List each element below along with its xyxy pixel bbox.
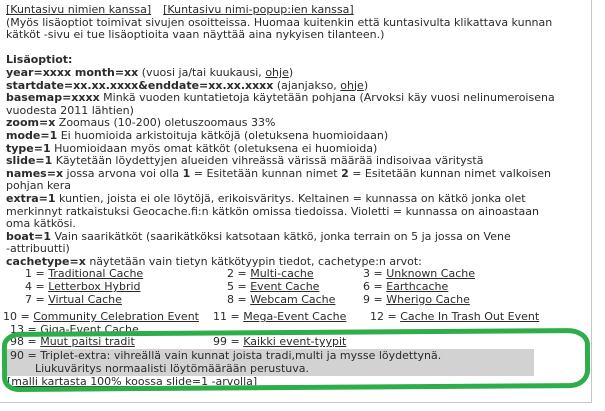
- cachetype-number: 4 =: [25, 280, 49, 294]
- cachetype-number: 98 =: [10, 335, 41, 349]
- header-links-row: [0, 4, 591, 17]
- cachetype-number: 1 =: [25, 267, 49, 281]
- cachetype-number: 10 =: [3, 310, 34, 324]
- option-text: = Esitetään kunnan nimet valkoisen: [348, 166, 552, 180]
- option-text: jossa arvona voi olla: [63, 166, 183, 180]
- cachetype-number: 11 =: [213, 310, 244, 324]
- ohje-link[interactable]: ohje: [265, 65, 289, 79]
- cachetype-cell: [227, 294, 363, 307]
- option-key: mode=1: [6, 128, 58, 142]
- cachetype-number: 13 =: [10, 322, 41, 336]
- cachetype-link[interactable]: Kaikki event-tyypit: [243, 335, 347, 349]
- cachetype-link[interactable]: Event Cache: [250, 280, 320, 294]
- option-key: startdate=xx.xx.xxxx&enddate=xx.xx.xxxx: [6, 78, 274, 92]
- option-boat-cont: -attribuutti): [6, 242, 70, 256]
- option-extra-cont1: merkinnyt ratkaistuksi Geocache.fi:n kätkön omissa tiedoissa. Violetti = kunnassa on ainoastaan: [6, 204, 539, 218]
- option-text: ): [363, 78, 369, 92]
- option-text: Minkä vuoden kuntatietoja käytetään pohjana (Arvoksi käy vuosi nelinumeroisena: [99, 91, 555, 105]
- option-text: = Esitetään kunnan nimet: [190, 166, 342, 180]
- cachetype-number: 5 =: [227, 280, 251, 294]
- option-key: type=1: [6, 141, 51, 155]
- cachetype-link[interactable]: Community Celebration Event: [33, 310, 199, 324]
- cachetype-link[interactable]: Muut paitsi tradit: [40, 335, 135, 349]
- cachetype-cell: [363, 294, 591, 307]
- cachetype-cell: [25, 294, 227, 307]
- section-title-lisaoptiot: Lisäoptiot:: [6, 53, 73, 67]
- option-text: Vain saarikätköt (saarikätköksi katsotaan kätkö, jonka terrain on 5 ja jossa on Vene: [50, 229, 511, 243]
- option-extra-cont2: oma kätkösi.: [6, 217, 76, 231]
- cachetype-number: 3 =: [363, 267, 387, 281]
- cachetype-number: 99 =: [213, 335, 244, 349]
- cachetype-link[interactable]: Unknown Cache: [386, 267, 475, 281]
- cachetype-link[interactable]: Mega-Event Cache: [243, 310, 347, 324]
- cachetype-link[interactable]: Virtual Cache: [48, 292, 122, 306]
- option-key: slide=1: [6, 154, 53, 168]
- cachetype-table: [0, 268, 591, 349]
- cachetype-link[interactable]: Giga-Event Cache: [40, 322, 139, 336]
- cachetype-cell: [370, 311, 591, 324]
- option-text: Zoomaus (10-200) oletuszoomaus 33%: [55, 116, 276, 130]
- cachetype-number: 8 =: [227, 292, 251, 306]
- cachetype-cell: [10, 336, 213, 349]
- spacer: [0, 42, 591, 55]
- option-text: Käytetään löydettyjen alueiden vihreässä värissä määrää indisoivaa väritystä: [52, 154, 484, 168]
- option-key: boat=1: [6, 229, 51, 243]
- option-text: Huomioidaan myös omat kätköt (oletuksena ei huomioida): [50, 141, 378, 155]
- triplet-extra-line2: Liukuväritys normaalisti löytömäärään perustuva.: [35, 361, 309, 375]
- option-key: cachetype=x: [6, 254, 86, 268]
- footer-link-row: [0, 376, 591, 389]
- cachetype-row: [0, 294, 591, 307]
- option-text: ): [288, 65, 294, 79]
- option-names-cont: pohjan kera: [6, 179, 71, 193]
- kuntasivu-popup-link[interactable]: [Kuntasivu nimi-popup:ien kanssa]: [163, 3, 354, 16]
- intro-text-line1: (Myös lisäoptiot toimivat sivujen osoitteissa. Huomaa kuitenkin että kuntasivulta klikattava kunnan: [6, 15, 553, 29]
- cachetype-link[interactable]: Cache In Trash Out Event: [400, 310, 540, 324]
- option-text: Ei huomioida arkistoituja kätköjä (oletuksena huomioidaan): [57, 128, 389, 142]
- cachetype-link[interactable]: Multi-cache: [250, 267, 314, 281]
- kuntasivu-names-link[interactable]: [Kuntasivu nimien kanssa]: [6, 3, 152, 16]
- option-basemap-cont: vuodesta 2011 lähtien): [6, 103, 134, 117]
- cachetype-link[interactable]: Wherigo Cache: [386, 292, 470, 306]
- option-value: 1: [182, 166, 191, 180]
- cachetype-cell: [213, 336, 591, 349]
- cachetype-link[interactable]: Letterbox Hybrid: [48, 280, 141, 294]
- cachetype-link[interactable]: Earthcache: [386, 280, 449, 294]
- option-text: (vuosi ja/tai kuukausi,: [138, 65, 266, 79]
- triplet-extra-note: [4, 349, 534, 376]
- cachetype-number: 2 =: [227, 267, 251, 281]
- option-boat: [0, 231, 591, 244]
- option-names: [0, 168, 591, 181]
- intro-text-line2: kätköt -sivu ei tue lisäoptioita vaan näyttää aina nykyisen tilanteen.): [6, 28, 385, 42]
- option-text: kuntien, joista ei ole löytöjä, erikoisväritys. Keltainen = kunnassa on kätkö jonka olet: [55, 191, 526, 205]
- option-key: zoom=x: [6, 116, 56, 130]
- cachetype-cell: [213, 311, 370, 324]
- option-text: näytetään vain tietyn kätkötyypin tiedot, cachetype:n arvot:: [85, 254, 422, 268]
- malli-kartasta-link[interactable]: [malli kartasta 100% koossa slide=1 -arvolla]: [7, 375, 258, 389]
- option-basemap: [0, 92, 591, 105]
- option-value: 2: [341, 166, 349, 180]
- cachetype-number: 12 =: [370, 310, 401, 324]
- option-extra: [0, 193, 591, 206]
- cachetype-row: [0, 336, 591, 349]
- option-key: names=x: [6, 166, 64, 180]
- triplet-extra-line1: 90 = Triplet-extra: vihreällä vain kunnat joista tradi,multi ja mysse löydettynä.: [10, 349, 442, 363]
- cachetype-number: 9 =: [363, 292, 387, 306]
- option-key: year=xxxx month=xx: [6, 65, 139, 79]
- option-key: basemap=xxxx: [6, 91, 100, 105]
- cachetype-link[interactable]: Webcam Cache: [250, 292, 336, 306]
- cachetype-number: 7 =: [25, 292, 49, 306]
- option-text: (ajanjakso,: [273, 78, 341, 92]
- ohje-link[interactable]: ohje: [340, 78, 364, 92]
- cachetype-number: 6 =: [363, 280, 387, 294]
- option-key: extra=1: [6, 191, 56, 205]
- cachetype-link[interactable]: Traditional Cache: [48, 267, 144, 281]
